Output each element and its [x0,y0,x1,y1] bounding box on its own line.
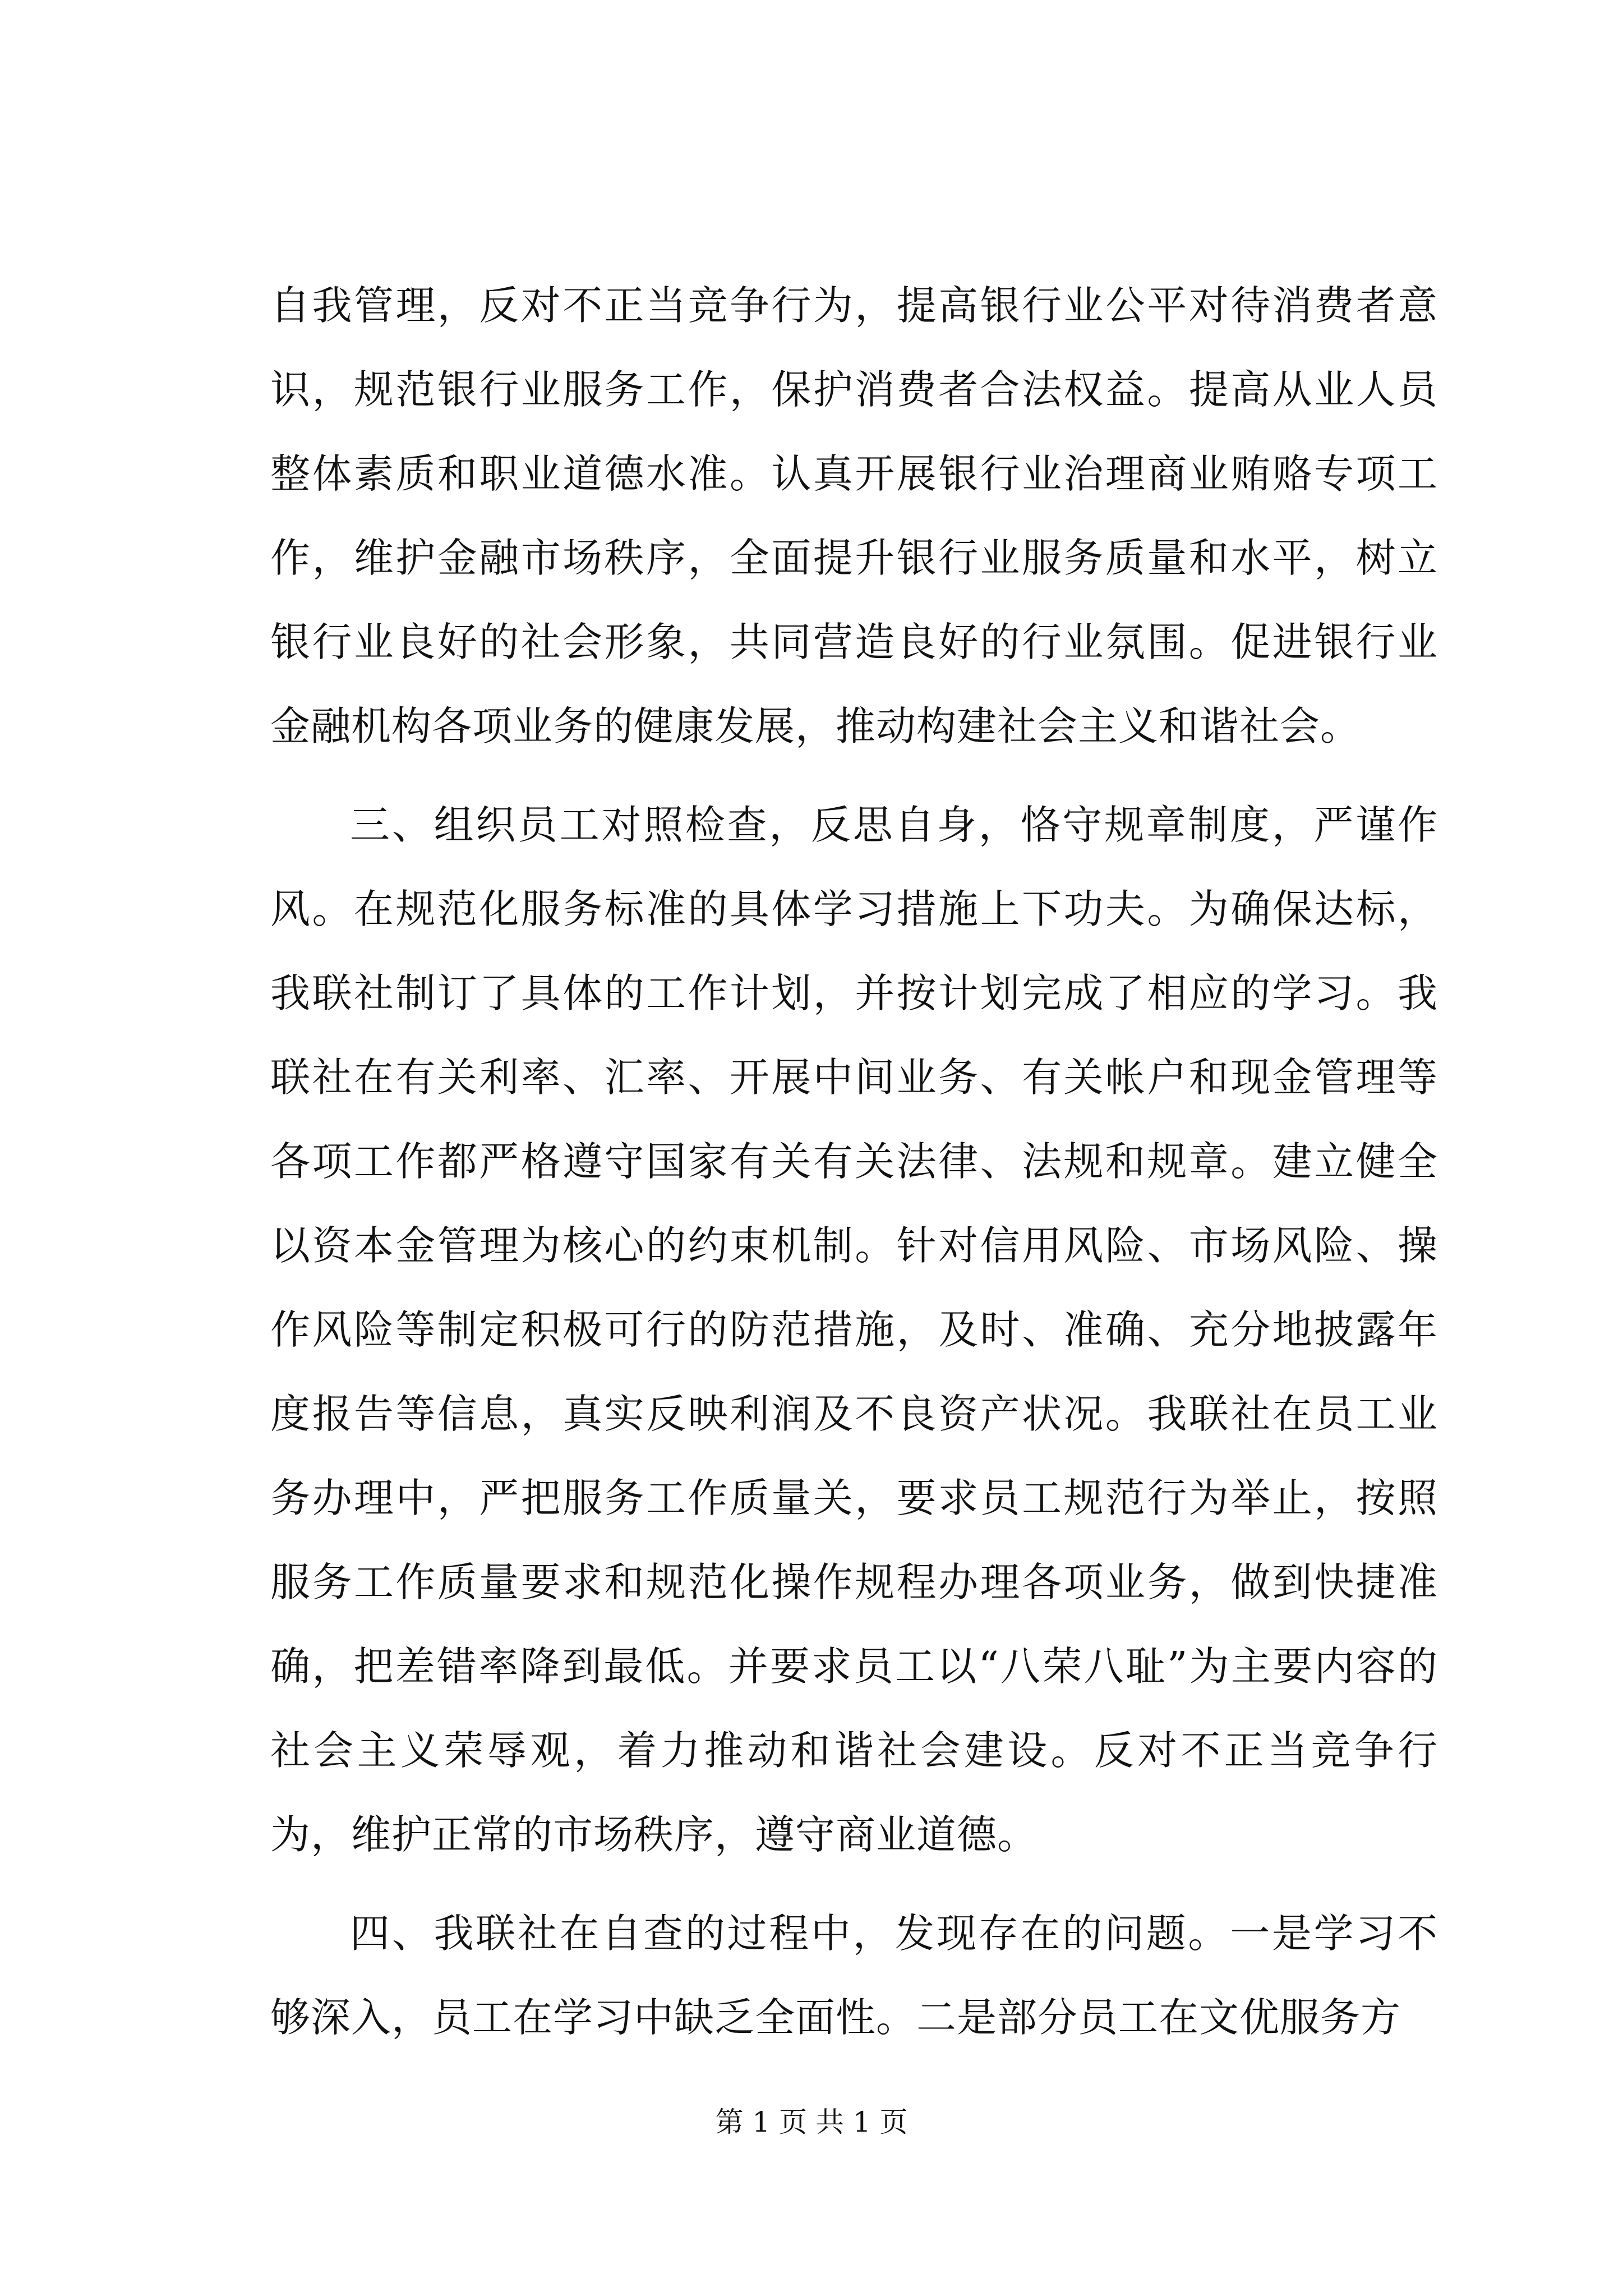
document-body [270,264,1438,2060]
paragraph-section-four: 四、我联社在自查的过程中，发现存在的问题。一是学习不够深入，员工在学习中缺乏全面性。二是部分员工在文优服务方 [270,1910,1438,2041]
paragraph-section-three: 三、组织员工对照检查，反思自身，恪守规章制度，严谨作风。在规范化服务标准的具体学习措施上下功夫。为确保达标，我联社制订了具体的工作计划，并按计划完成了相应的学习。我联社在有关利率、汇率、开展中间业务、有关帐户和现金管理等各项工作都严格遵守国家有关有关法律、法规和规章。建立健全以资本金管理为核心的约束机制。针对信用风险、市场风险、操作风险等制定积极可行的防范措施，及时、准确、充分地披露年度报告等信息，真实反映利润及不良资产状况。我联社在员工业务办理中，严把服务工作质量关，要求员工规范行为举止，按照服务工作质量要求和规范化操作规程办理各项业务，做到快捷准确，把差错率降到最低。并要求员工以“八荣八耻”为主要内容的社会主义荣辱观，着力推动和谐社会建设。反对不正当竞争行为，维护正常的市场秩序，遵守商业道德。 [270,802,1438,1858]
page-footer: 第 1 页 共 1 页 [715,2106,908,2138]
paragraph-continuation: 自我管理，反对不正当竞争行为，提高银行业公平对待消费者意识，规范银行业服务工作，保护消费者合法权益。提高从业人员整体素质和职业道德水准。认真开展银行业治理商业贿赂专项工作，维护金融市场秩序，全面提升银行业服务质量和水平，树立银行业良好的社会形象，共同营造良好的行业氛围。促进银行业金融机构各项业务的健康发展，推动构建社会主义和谐社会。 [270,282,1438,749]
